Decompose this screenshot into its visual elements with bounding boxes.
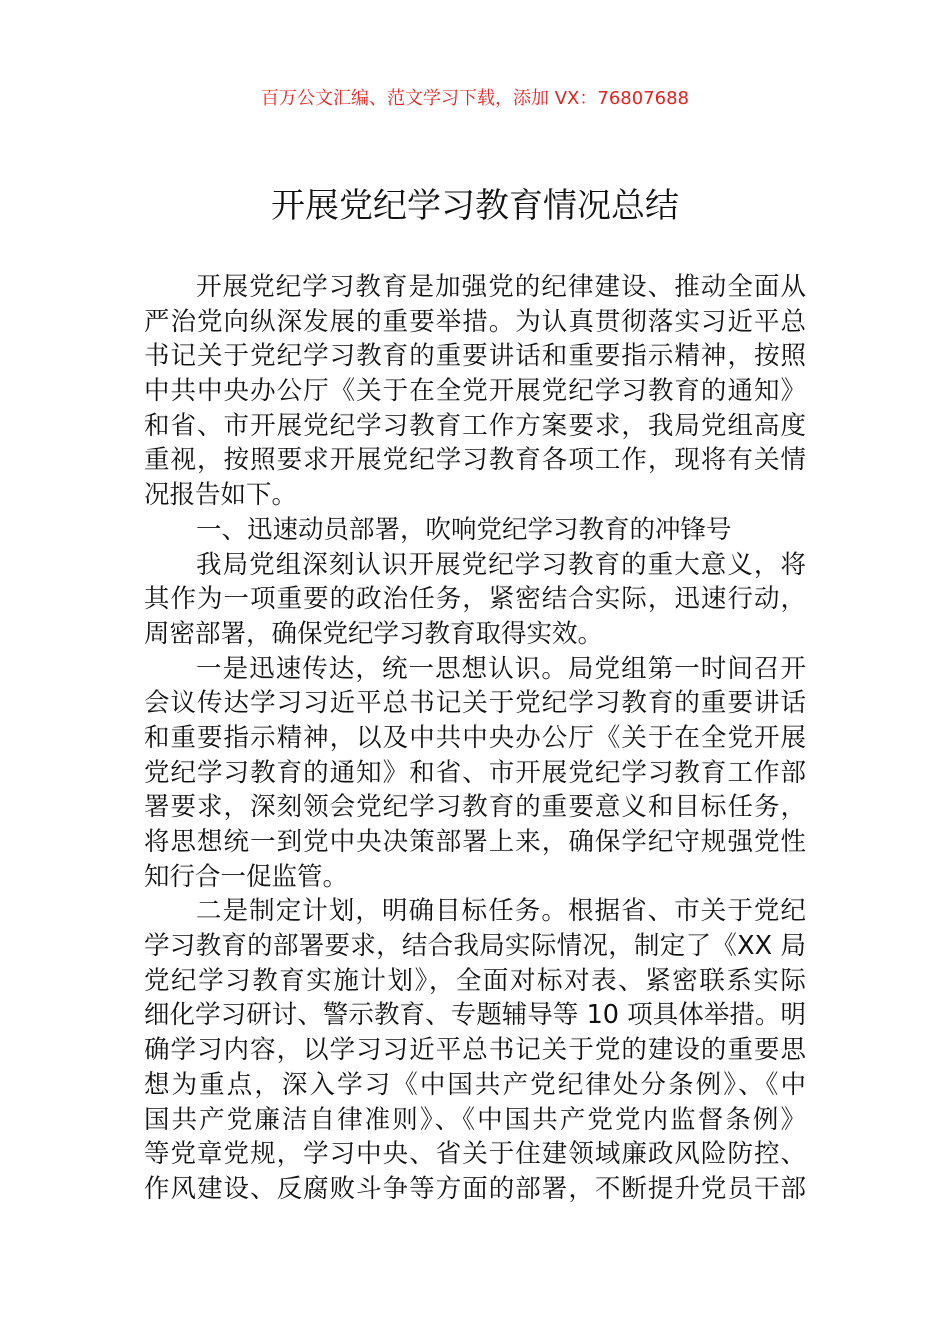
text-line: 中共中央办公厅《关于在全党开展党纪学习教育的通知》 bbox=[144, 376, 806, 407]
document-title: 开展党纪学习教育情况总结 bbox=[271, 186, 679, 226]
paragraph bbox=[144, 270, 806, 513]
text-line: 周密部署，确保党纪学习教育取得实效。 bbox=[144, 618, 604, 649]
text-line: 况报告如下。 bbox=[144, 480, 298, 511]
text-line: 将思想统一到党中央决策部署上来，确保学纪守规强党性 bbox=[144, 827, 806, 857]
text-line: 我局党组深刻认识开展党纪学习教育的重大意义，将 bbox=[196, 549, 806, 580]
text-line: 党纪学习教育的通知》和省、市开展党纪学习教育工作部 bbox=[144, 757, 806, 788]
text-line: 和重要指示精神，以及中共中央办公厅《关于在全党开展 bbox=[144, 722, 806, 753]
text-line: 细化学习研讨、警示教育、专题辅导等 10 项具体举措。明 bbox=[144, 1000, 806, 1031]
text-line: 重视，按照要求开展党纪学习教育各项工作，现将有关情 bbox=[144, 445, 806, 476]
text-line: 学习教育的部署要求，结合我局实际情况，制定了《XX 局 bbox=[144, 931, 806, 962]
text-line: 会议传达学习习近平总书记关于党纪学习教育的重要讲话 bbox=[144, 688, 806, 719]
text-line: 知行合一促监管。 bbox=[144, 861, 349, 892]
text-line: 一、迅速动员部署，吹响党纪学习教育的冲锋号 bbox=[196, 514, 732, 545]
text-line: 确学习内容，以学习习近平总书记关于党的建设的重要思 bbox=[144, 1035, 806, 1066]
text-line: 书记关于党纪学习教育的重要讲话和重要指示精神，按照 bbox=[144, 341, 806, 372]
paragraph bbox=[144, 652, 806, 895]
text-line: 想为重点，深入学习《中国共产党纪律处分条例》、《中 bbox=[144, 1069, 806, 1100]
document-body bbox=[144, 270, 806, 1207]
text-line: 署要求，深刻领会党纪学习教育的重要意义和目标任务， bbox=[144, 792, 806, 823]
text-line: 其作为一项重要的政治任务，紧密结合实际，迅速行动， bbox=[144, 584, 806, 615]
text-line: 一是迅速传达，统一思想认识。局党组第一时间召开 bbox=[196, 653, 806, 684]
paragraph bbox=[144, 894, 806, 1206]
text-line: 二是制定计划，明确目标任务。根据省、市关于党纪 bbox=[196, 896, 806, 927]
text-line: 党纪学习教育实施计划》，全面对标对表、紧密联系实际 bbox=[144, 965, 806, 996]
text-line: 国共产党廉洁自律准则》、《中国共产党党内监督条例》 bbox=[144, 1104, 806, 1135]
paragraph bbox=[144, 548, 806, 652]
text-line: 开展党纪学习教育是加强党的纪律建设、推动全面从 bbox=[196, 272, 806, 302]
text-line: 等党章党规，学习中央、省关于住建领域廉政风险防控、 bbox=[144, 1139, 806, 1170]
watermark-header: 百万公文汇编、范文学习下载，添加 VX：76807688 bbox=[261, 88, 689, 109]
text-line: 严治党向纵深发展的重要举措。为认真贯彻落实习近平总 bbox=[144, 306, 806, 337]
section-heading bbox=[144, 513, 806, 548]
text-line: 作风建设、反腐败斗争等方面的部署，不断提升党员干部 bbox=[144, 1173, 806, 1204]
text-line: 和省、市开展党纪学习教育工作方案要求，我局党组高度 bbox=[144, 410, 806, 441]
